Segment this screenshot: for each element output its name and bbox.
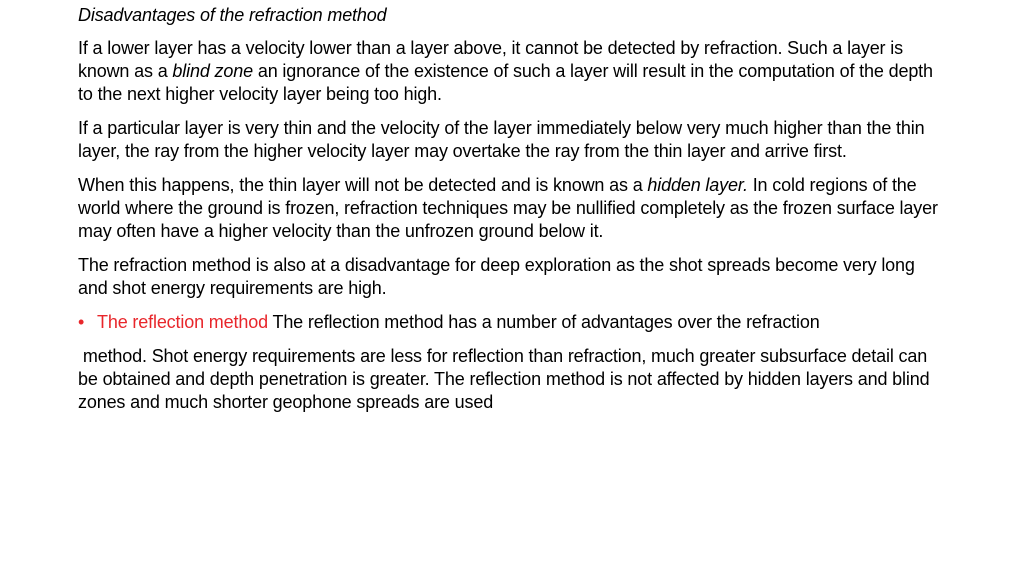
paragraph-text: If a lower layer has a velocity lower than a layer above, it cannot be detected by refraction. Such a layer is known as a [78,38,903,81]
highlight-reflection-method: The reflection method [97,312,268,332]
paragraph-reflection-advantages: method. Shot energy requirements are less for reflection than refraction, much greater subsurface detail can be obtained and depth penetration is greater. The reflection method is not affected by hidden layers and blind zones and much shorter geophone spreads are used [78,346,935,412]
term-hidden-layer: hidden layer. [647,175,748,195]
paragraph-hidden-layer [78,174,948,243]
term-blind-zone: blind zone [172,61,253,81]
section-heading: Disadvantages of the refraction method [78,5,387,25]
slide-content [78,4,948,425]
paragraph-text: When this happens, the thin layer will not be detected and is known as a [78,175,648,195]
paragraph-text: In cold regions of the world where the ground is frozen, refraction techniques may be nullified completely as the frozen surface layer may often have a higher velocity than the unfrozen ground below it. [78,175,938,241]
paragraph-thin-layer: If a particular layer is very thin and the velocity of the layer immediately below very much higher than the thin layer, the ray from the higher velocity layer may overtake the ray from the thin layer and arrive first. [78,118,925,161]
paragraph-text: an ignorance of the existence of such a layer will result in the computation of the depth to the next higher velocity layer being too high. [78,61,933,104]
bullet-marker: • [78,312,85,332]
bullet-reflection-method [78,311,948,334]
paragraph-blind-zone [78,37,948,106]
bullet-text: The reflection method has a number of advantages over the refraction [267,312,820,332]
paragraph-deep-exploration: The refraction method is also at a disadvantage for deep exploration as the shot spreads become very long and shot energy requirements are high. [78,255,915,298]
